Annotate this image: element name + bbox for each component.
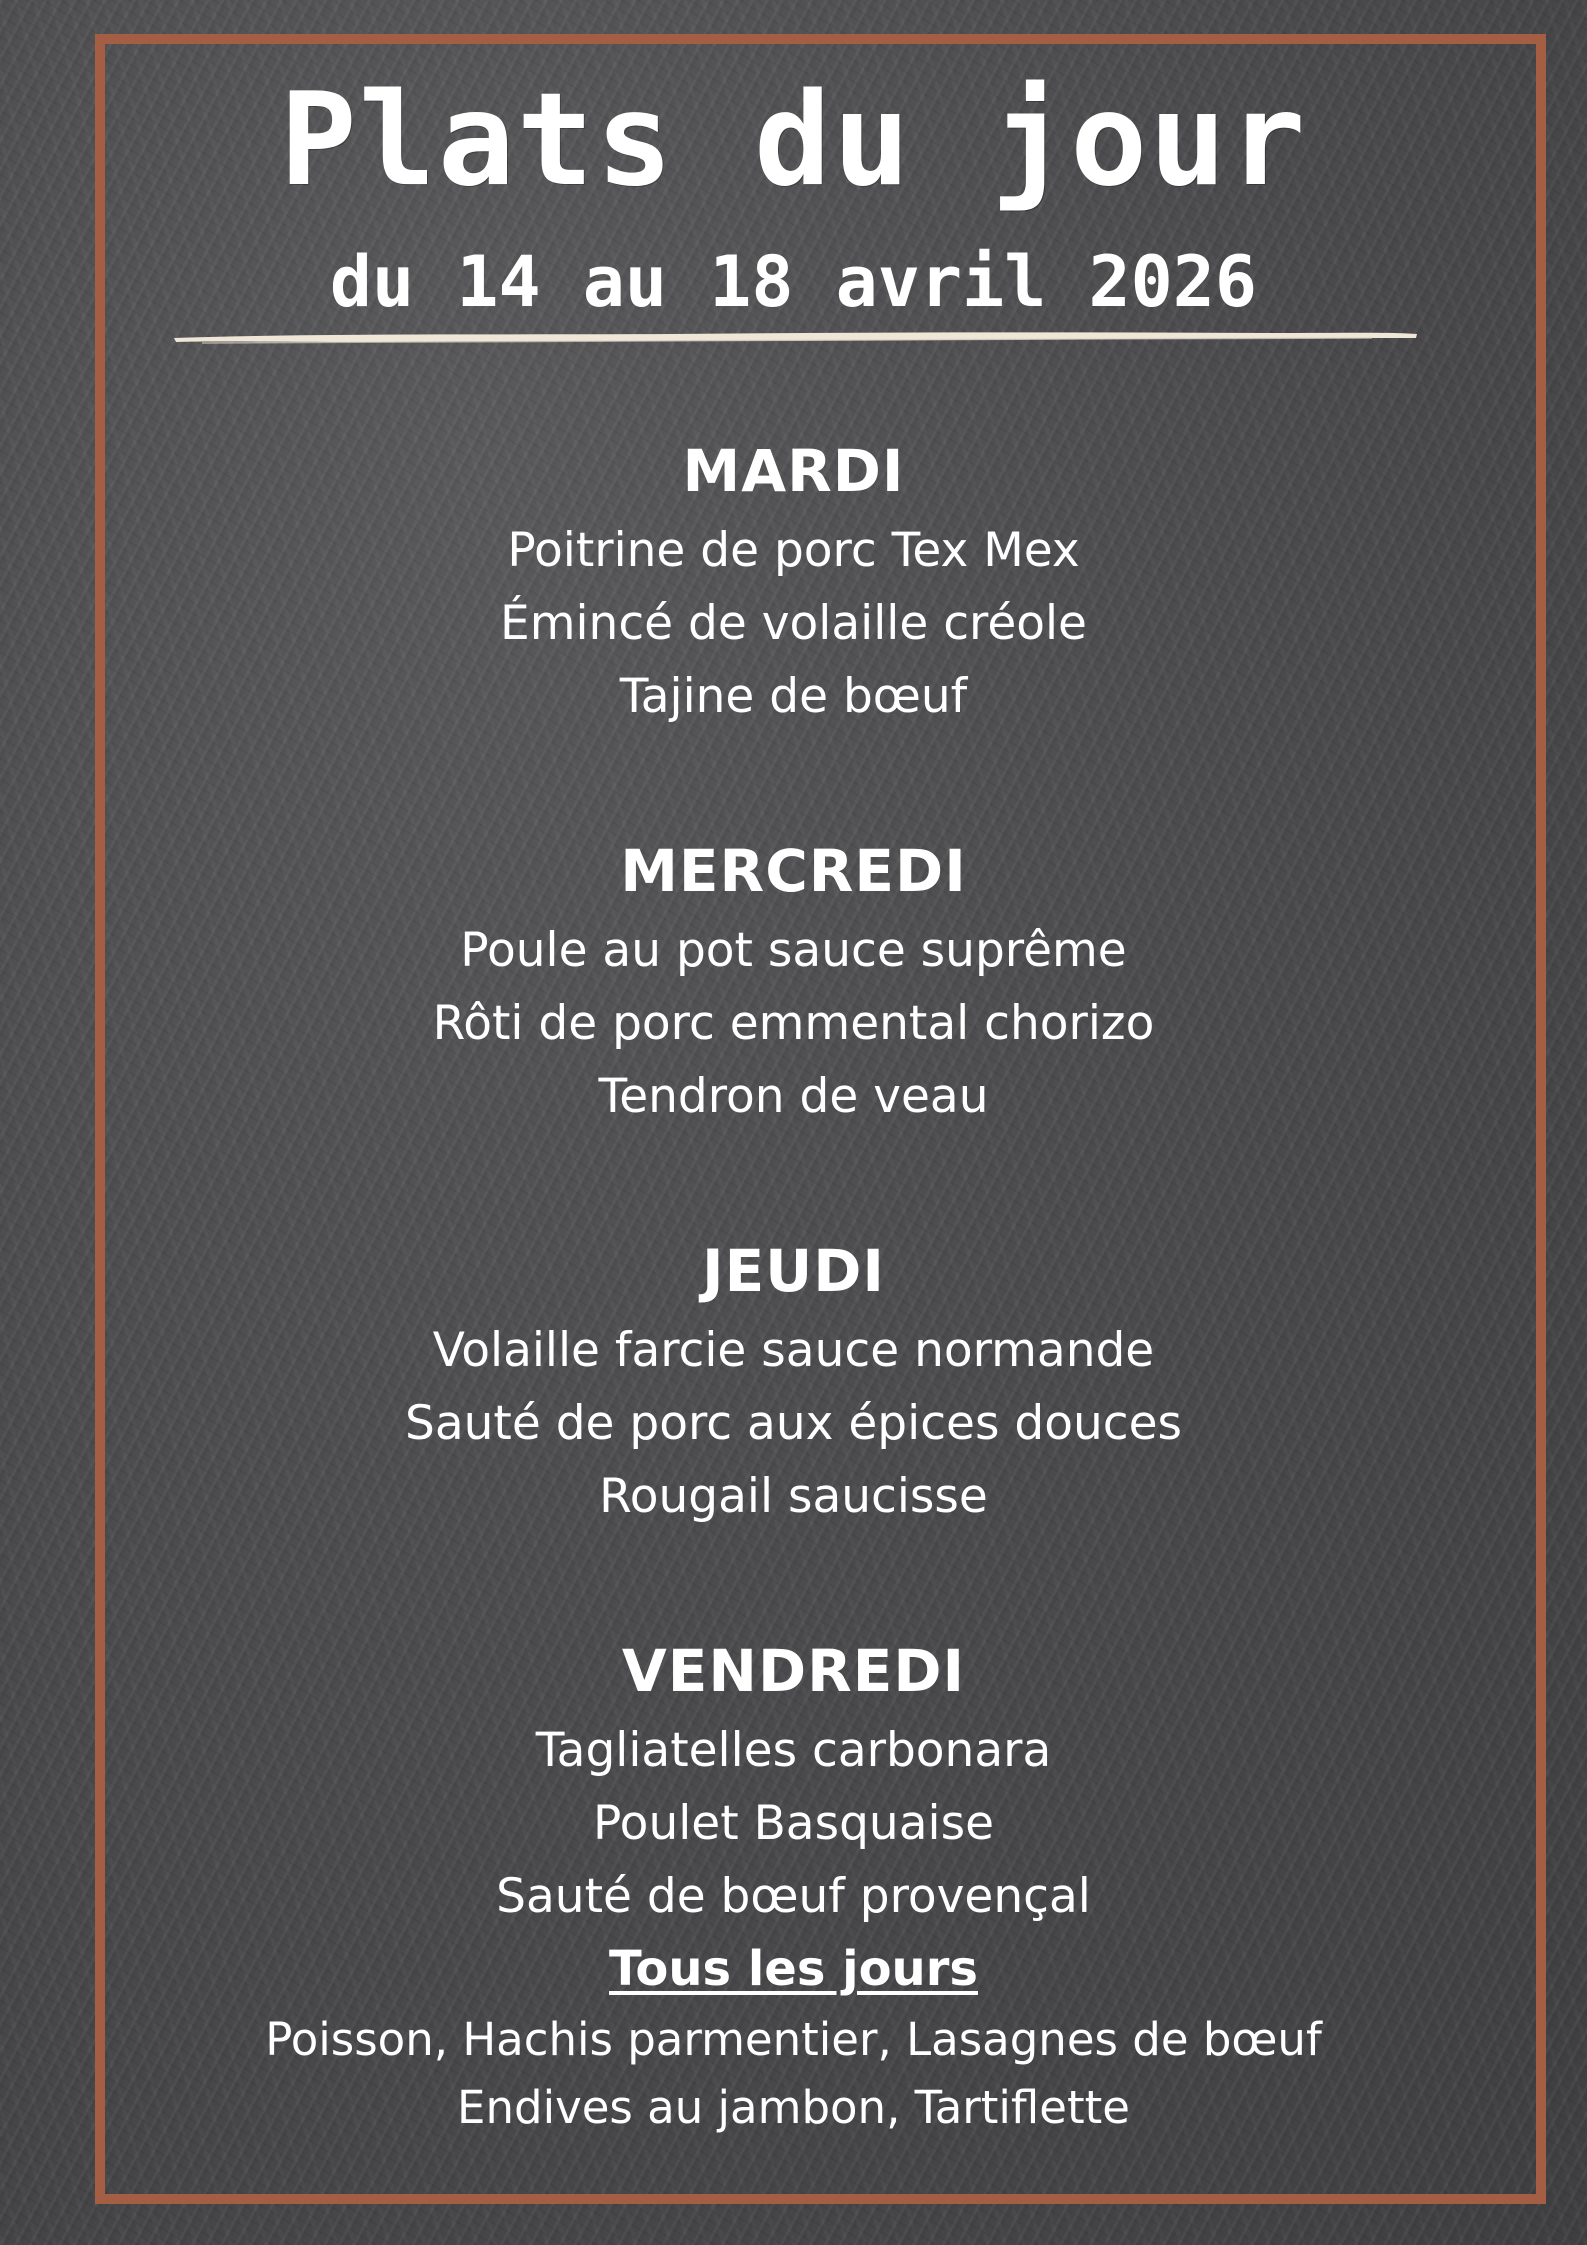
dish-item: Tajine de bœuf — [619, 669, 968, 724]
dish-item: Volaille farcie sauce normande — [432, 1323, 1155, 1378]
dish-item: Poulet Basquaise — [593, 1796, 994, 1851]
day-name: VENDREDI — [621, 1637, 966, 1705]
everyday-line: Poisson, Hachis parmentier, Lasagnes de bœuf — [265, 2013, 1322, 2066]
dish-item: Sauté de porc aux épices douces — [404, 1396, 1182, 1451]
dish-item: Sauté de bœuf provençal — [496, 1869, 1091, 1924]
day-name: JEUDI — [701, 1237, 886, 1305]
menu-title: Plats du jour — [279, 66, 1308, 215]
day-name: MARDI — [682, 437, 905, 505]
weekly-menu — [0, 428, 1587, 1933]
day-name: MERCREDI — [620, 837, 967, 905]
dish-item: Poitrine de porc Tex Mex — [507, 523, 1080, 578]
dish-item: Tagliatelles carbonara — [535, 1723, 1052, 1778]
dish-item: Tendron de veau — [598, 1069, 989, 1124]
dish-item: Émincé de volaille créole — [500, 596, 1087, 651]
dish-item: Rougail saucisse — [599, 1469, 988, 1524]
day-section-mercredi — [0, 828, 1587, 1133]
day-section-mardi — [0, 428, 1587, 733]
everyday-title: Tous les jours — [609, 1941, 978, 1997]
day-section-vendredi — [0, 1628, 1587, 1933]
everyday-line: Endives au jambon, Tartiflette — [457, 2081, 1130, 2134]
chalk-underline — [172, 326, 1419, 346]
menu-date-range: du 14 au 18 avril 2026 — [329, 241, 1258, 323]
dish-item: Rôti de porc emmental chorizo — [432, 996, 1155, 1051]
dish-item: Poule au pot sauce suprême — [460, 923, 1127, 978]
everyday-section — [0, 1932, 1587, 2142]
day-section-jeudi — [0, 1228, 1587, 1533]
